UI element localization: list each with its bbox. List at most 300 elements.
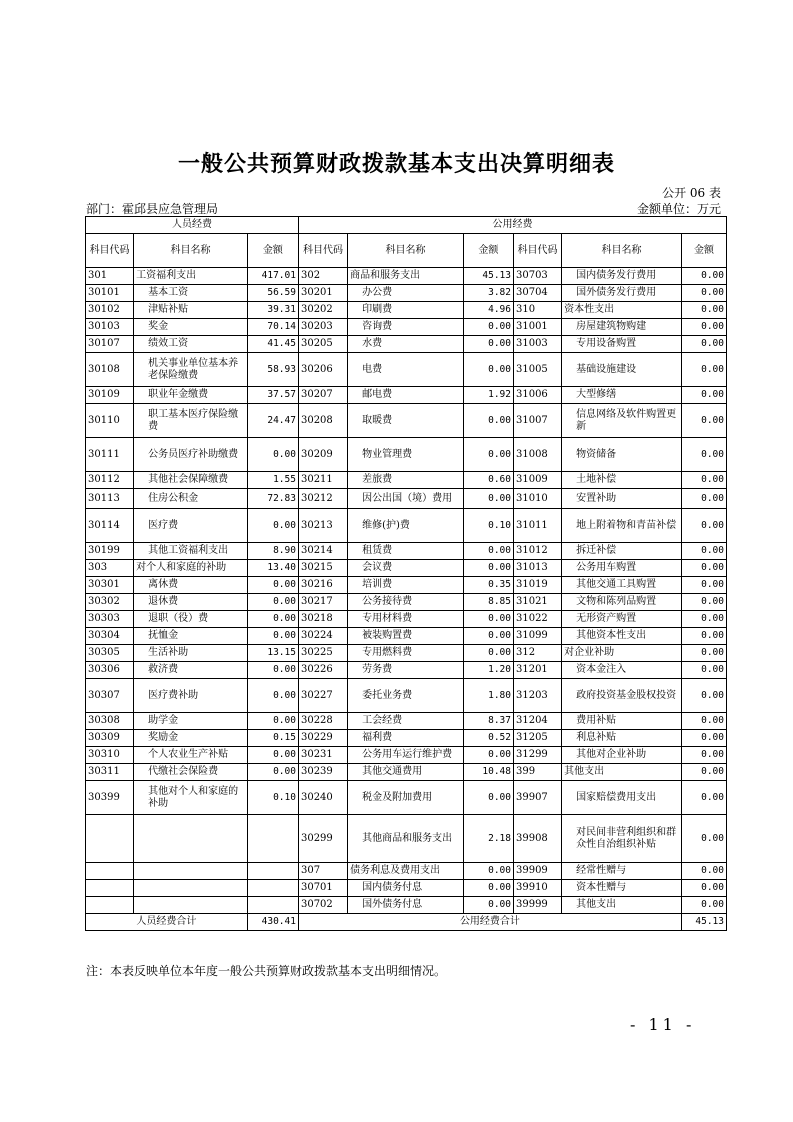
amount-cell: 0.00 <box>463 560 513 577</box>
col-amount: 金额 <box>463 234 513 268</box>
subject-code-cell: 31006 <box>513 387 561 404</box>
subject-name-cell: 国外债务发行费用 <box>562 285 682 302</box>
amount-cell: 0.00 <box>681 489 726 509</box>
subject-name-cell: 资本性赠与 <box>562 880 682 897</box>
subject-code-cell: 39910 <box>513 880 561 897</box>
subject-code-cell: 30218 <box>298 611 347 628</box>
subject-code-cell: 30110 <box>86 404 134 438</box>
subject-name-cell: 咨询费 <box>348 319 464 336</box>
table-row <box>86 268 727 285</box>
amount-cell: 0.00 <box>463 404 513 438</box>
table-row <box>86 679 727 713</box>
subject-code-cell: 310 <box>513 302 561 319</box>
subject-code-cell: 31201 <box>513 662 561 679</box>
subject-code-cell <box>86 815 134 863</box>
subject-code-cell <box>86 880 134 897</box>
subject-code-cell: 30111 <box>86 438 134 472</box>
subject-code-cell: 31204 <box>513 713 561 730</box>
amount-cell: 0.00 <box>681 628 726 645</box>
amount-cell: 8.37 <box>463 713 513 730</box>
table-row <box>86 302 727 319</box>
subject-code-cell: 31011 <box>513 509 561 543</box>
amount-cell: 1.80 <box>463 679 513 713</box>
amount-cell: 0.00 <box>681 268 726 285</box>
amount-cell: 0.00 <box>247 509 298 543</box>
amount-cell: 1.92 <box>463 387 513 404</box>
subject-code-cell: 30701 <box>298 880 347 897</box>
amount-cell: 0.00 <box>681 815 726 863</box>
subject-name-cell: 无形资产购置 <box>562 611 682 628</box>
subject-code-cell <box>86 863 134 880</box>
amount-cell: 0.00 <box>681 438 726 472</box>
table-row <box>86 815 727 863</box>
subject-name-cell: 专用燃料费 <box>348 645 464 662</box>
table-row <box>86 285 727 302</box>
subject-code-cell: 39999 <box>513 897 561 914</box>
subject-name-cell: 其他商品和服务支出 <box>348 815 464 863</box>
subject-name-cell: 利息补贴 <box>562 730 682 747</box>
subject-code-cell: 30311 <box>86 764 134 781</box>
subject-code-cell: 39908 <box>513 815 561 863</box>
subject-name-cell: 福利费 <box>348 730 464 747</box>
subject-name-cell: 邮电费 <box>348 387 464 404</box>
amount-cell: 8.85 <box>463 594 513 611</box>
subject-name-cell <box>134 815 248 863</box>
subject-code-cell: 30703 <box>513 268 561 285</box>
subject-code-cell: 30103 <box>86 319 134 336</box>
table-row <box>86 319 727 336</box>
subject-code-cell: 307 <box>298 863 347 880</box>
subject-code-cell: 30704 <box>513 285 561 302</box>
amount-cell: 0.00 <box>463 611 513 628</box>
subject-name-cell: 代缴社会保险费 <box>134 764 248 781</box>
subject-code-cell: 399 <box>513 764 561 781</box>
subject-name-cell: 被装购置费 <box>348 628 464 645</box>
subject-code-cell: 31009 <box>513 472 561 489</box>
col-code: 科目代码 <box>86 234 134 268</box>
amount-cell: 0.35 <box>463 577 513 594</box>
amount-cell: 0.00 <box>247 611 298 628</box>
amount-unit-label: 金额单位：万元 <box>636 202 721 216</box>
subject-code-cell: 30109 <box>86 387 134 404</box>
subject-name-cell: 奖金 <box>134 319 248 336</box>
subject-code-cell: 39907 <box>513 781 561 815</box>
subject-name-cell: 债务利息及费用支出 <box>348 863 464 880</box>
subject-code-cell: 30304 <box>86 628 134 645</box>
totals-row <box>86 914 727 931</box>
subject-code-cell: 30212 <box>298 489 347 509</box>
subject-name-cell: 安置补助 <box>562 489 682 509</box>
subject-code-cell: 30211 <box>298 472 347 489</box>
subject-name-cell: 其他交通费用 <box>348 764 464 781</box>
amount-cell: 0.00 <box>463 747 513 764</box>
subject-code-cell: 31010 <box>513 489 561 509</box>
subject-code-cell: 31299 <box>513 747 561 764</box>
subject-code-cell: 31012 <box>513 543 561 560</box>
subject-name-cell: 离休费 <box>134 577 248 594</box>
subject-name-cell: 商品和服务支出 <box>348 268 464 285</box>
subject-code-cell: 303 <box>86 560 134 577</box>
subject-name-cell: 水费 <box>348 336 464 353</box>
subject-name-cell: 医疗费 <box>134 509 248 543</box>
subject-code-cell: 30240 <box>298 781 347 815</box>
table-row <box>86 404 727 438</box>
subject-code-cell: 39909 <box>513 863 561 880</box>
amount-cell: 0.00 <box>681 543 726 560</box>
subject-name-cell: 房屋建筑物购建 <box>562 319 682 336</box>
amount-cell: 0.00 <box>681 897 726 914</box>
subject-name-cell: 国外债务付息 <box>348 897 464 914</box>
subject-name-cell: 其他交通工具购置 <box>562 577 682 594</box>
subject-name-cell: 维修(护)费 <box>348 509 464 543</box>
amount-cell: 0.00 <box>681 509 726 543</box>
amount-cell: 0.00 <box>681 764 726 781</box>
amount-cell: 3.82 <box>463 285 513 302</box>
table-row <box>86 863 727 880</box>
amount-cell: 0.00 <box>463 353 513 387</box>
amount-cell: 0.00 <box>681 319 726 336</box>
subject-name-cell: 工会经费 <box>348 713 464 730</box>
form-number: 公开 06 表 <box>662 186 721 200</box>
amount-cell: 0.00 <box>681 336 726 353</box>
table-row <box>86 764 727 781</box>
subject-code-cell: 30239 <box>298 764 347 781</box>
subject-name-cell: 绩效工资 <box>134 336 248 353</box>
amount-cell: 0.00 <box>463 543 513 560</box>
subject-name-cell: 公务员医疗补助缴费 <box>134 438 248 472</box>
amount-cell: 0.00 <box>463 781 513 815</box>
subject-name-cell: 对企业补助 <box>562 645 682 662</box>
subject-code-cell: 30702 <box>298 897 347 914</box>
subject-name-cell: 专用设备购置 <box>562 336 682 353</box>
table-row <box>86 880 727 897</box>
subject-code-cell: 31005 <box>513 353 561 387</box>
subject-code-cell: 30229 <box>298 730 347 747</box>
subject-name-cell: 取暖费 <box>348 404 464 438</box>
subject-name-cell: 奖励金 <box>134 730 248 747</box>
amount-cell: 0.00 <box>463 489 513 509</box>
amount-cell: 0.00 <box>681 645 726 662</box>
subject-code-cell: 302 <box>298 268 347 285</box>
amount-cell: 0.00 <box>247 594 298 611</box>
amount-cell: 2.18 <box>463 815 513 863</box>
amount-cell: 0.00 <box>463 438 513 472</box>
subject-code-cell: 30299 <box>298 815 347 863</box>
subject-name-cell: 委托业务费 <box>348 679 464 713</box>
col-name: 科目名称 <box>348 234 464 268</box>
amount-cell: 0.00 <box>247 679 298 713</box>
amount-cell: 10.48 <box>463 764 513 781</box>
amount-cell: 0.00 <box>681 387 726 404</box>
amount-cell: 37.57 <box>247 387 298 404</box>
subject-code-cell: 30308 <box>86 713 134 730</box>
amount-cell: 0.00 <box>681 472 726 489</box>
amount-cell: 0.00 <box>247 628 298 645</box>
table-row <box>86 730 727 747</box>
amount-cell: 0.00 <box>681 594 726 611</box>
subject-name-cell: 租赁费 <box>348 543 464 560</box>
table-row <box>86 662 727 679</box>
subject-code-cell: 31019 <box>513 577 561 594</box>
subject-code-cell: 30310 <box>86 747 134 764</box>
subject-code-cell: 30205 <box>298 336 347 353</box>
subject-name-cell: 其他对个人和家庭的补助 <box>134 781 248 815</box>
subject-code-cell: 30224 <box>298 628 347 645</box>
subject-name-cell: 津贴补贴 <box>134 302 248 319</box>
amount-cell: 0.00 <box>247 713 298 730</box>
amount-cell: 41.45 <box>247 336 298 353</box>
subject-name-cell: 培训费 <box>348 577 464 594</box>
amount-cell: 70.14 <box>247 319 298 336</box>
amount-cell: 0.00 <box>681 302 726 319</box>
subject-code-cell: 30213 <box>298 509 347 543</box>
subject-code-cell: 30215 <box>298 560 347 577</box>
amount-cell <box>247 897 298 914</box>
subject-code-cell: 312 <box>513 645 561 662</box>
subject-code-cell: 30101 <box>86 285 134 302</box>
subject-code-cell <box>86 897 134 914</box>
subject-code-cell: 30208 <box>298 404 347 438</box>
amount-cell: 0.00 <box>247 577 298 594</box>
public-total-value: 45.13 <box>681 914 726 931</box>
subject-name-cell: 劳务费 <box>348 662 464 679</box>
subject-code-cell: 31008 <box>513 438 561 472</box>
subject-name-cell: 住房公积金 <box>134 489 248 509</box>
subject-name-cell: 其他支出 <box>562 764 682 781</box>
col-name: 科目名称 <box>562 234 682 268</box>
amount-cell: 58.93 <box>247 353 298 387</box>
subject-code-cell: 30217 <box>298 594 347 611</box>
subject-code-cell: 30199 <box>86 543 134 560</box>
subject-code-cell: 30301 <box>86 577 134 594</box>
personnel-total-label: 人员经费合计 <box>86 914 248 931</box>
col-code: 科目代码 <box>513 234 561 268</box>
amount-cell: 0.00 <box>463 628 513 645</box>
subject-name-cell: 公务用车购置 <box>562 560 682 577</box>
personnel-expense-header: 人员经费 <box>86 217 299 234</box>
subject-name-cell: 差旅费 <box>348 472 464 489</box>
budget-detail-table <box>85 216 727 931</box>
subject-name-cell: 国家赔偿费用支出 <box>562 781 682 815</box>
footnote: 注：本表反映单位本年度一般公共预算财政拨款基本支出明细情况。 <box>86 964 447 978</box>
amount-cell: 0.00 <box>681 713 726 730</box>
amount-cell: 0.00 <box>247 438 298 472</box>
table-row <box>86 489 727 509</box>
public-expense-header: 公用经费 <box>298 217 726 234</box>
amount-cell: 0.00 <box>681 577 726 594</box>
page-number: - 11 - <box>630 1015 696 1034</box>
subject-name-cell <box>134 863 248 880</box>
subject-name-cell: 其他工资福利支出 <box>134 543 248 560</box>
subject-name-cell: 职工基本医疗保险缴费 <box>134 404 248 438</box>
subject-name-cell <box>134 880 248 897</box>
subject-name-cell: 其他对企业补助 <box>562 747 682 764</box>
table-row <box>86 353 727 387</box>
table-row <box>86 509 727 543</box>
subject-code-cell: 30102 <box>86 302 134 319</box>
subject-name-cell: 物资储备 <box>562 438 682 472</box>
subject-name-cell: 救济费 <box>134 662 248 679</box>
table-row <box>86 577 727 594</box>
subject-code-cell: 30305 <box>86 645 134 662</box>
subject-code-cell: 30216 <box>298 577 347 594</box>
subject-name-cell: 基本工资 <box>134 285 248 302</box>
amount-cell <box>247 815 298 863</box>
amount-cell: 56.59 <box>247 285 298 302</box>
subject-code-cell: 30206 <box>298 353 347 387</box>
subject-name-cell <box>134 897 248 914</box>
subject-code-cell: 30114 <box>86 509 134 543</box>
subject-code-cell: 31203 <box>513 679 561 713</box>
subject-name-cell: 国内债务发行费用 <box>562 268 682 285</box>
subject-code-cell: 30307 <box>86 679 134 713</box>
table-row <box>86 543 727 560</box>
subject-name-cell: 信息网络及软件购置更新 <box>562 404 682 438</box>
subject-name-cell: 公务接待费 <box>348 594 464 611</box>
amount-cell <box>247 863 298 880</box>
amount-cell: 0.00 <box>247 662 298 679</box>
col-code: 科目代码 <box>298 234 347 268</box>
amount-cell: 0.00 <box>247 747 298 764</box>
amount-cell: 39.31 <box>247 302 298 319</box>
subject-name-cell: 专用材料费 <box>348 611 464 628</box>
amount-cell: 0.00 <box>681 560 726 577</box>
subject-name-cell: 医疗费补助 <box>134 679 248 713</box>
amount-cell: 0.00 <box>681 679 726 713</box>
subject-name-cell: 因公出国（境）费用 <box>348 489 464 509</box>
amount-cell: 0.10 <box>247 781 298 815</box>
subject-code-cell: 30306 <box>86 662 134 679</box>
subject-code-cell: 31205 <box>513 730 561 747</box>
subject-name-cell: 对个人和家庭的补助 <box>134 560 248 577</box>
subject-code-cell: 31003 <box>513 336 561 353</box>
subject-name-cell: 经常性赠与 <box>562 863 682 880</box>
subject-code-cell: 30226 <box>298 662 347 679</box>
amount-cell: 0.00 <box>681 730 726 747</box>
amount-cell: 0.60 <box>463 472 513 489</box>
subject-code-cell: 30227 <box>298 679 347 713</box>
amount-cell: 0.00 <box>681 880 726 897</box>
subject-name-cell: 其他资本性支出 <box>562 628 682 645</box>
subject-name-cell: 其他社会保障缴费 <box>134 472 248 489</box>
subject-name-cell: 土地补偿 <box>562 472 682 489</box>
subject-code-cell: 31013 <box>513 560 561 577</box>
subject-name-cell: 办公费 <box>348 285 464 302</box>
amount-cell: 13.15 <box>247 645 298 662</box>
amount-cell: 0.00 <box>681 285 726 302</box>
subject-name-cell: 公务用车运行维护费 <box>348 747 464 764</box>
subject-name-cell: 资本性支出 <box>562 302 682 319</box>
amount-cell: 0.10 <box>463 509 513 543</box>
personnel-total-value: 430.41 <box>247 914 298 931</box>
subject-code-cell: 30303 <box>86 611 134 628</box>
amount-cell: 13.40 <box>247 560 298 577</box>
subject-name-cell: 地上附着物和青苗补偿 <box>562 509 682 543</box>
amount-cell: 1.20 <box>463 662 513 679</box>
subject-name-cell: 个人农业生产补贴 <box>134 747 248 764</box>
subject-code-cell: 30209 <box>298 438 347 472</box>
subject-code-cell: 31001 <box>513 319 561 336</box>
subject-code-cell: 301 <box>86 268 134 285</box>
subject-code-cell: 30228 <box>298 713 347 730</box>
subject-name-cell: 职业年金缴费 <box>134 387 248 404</box>
amount-cell: 45.13 <box>463 268 513 285</box>
subject-code-cell: 31007 <box>513 404 561 438</box>
amount-cell <box>247 880 298 897</box>
amount-cell: 0.00 <box>463 863 513 880</box>
subject-code-cell: 30309 <box>86 730 134 747</box>
subject-name-cell: 退职（役）费 <box>134 611 248 628</box>
amount-cell: 0.00 <box>681 781 726 815</box>
subject-name-cell: 大型修缮 <box>562 387 682 404</box>
subject-code-cell: 31022 <box>513 611 561 628</box>
amount-cell: 0.52 <box>463 730 513 747</box>
amount-cell: 0.00 <box>681 863 726 880</box>
subject-code-cell: 30214 <box>298 543 347 560</box>
table-row <box>86 594 727 611</box>
subject-name-cell: 拆迁补偿 <box>562 543 682 560</box>
subject-name-cell: 其他支出 <box>562 897 682 914</box>
subject-name-cell: 国内债务付息 <box>348 880 464 897</box>
subject-code-cell: 30108 <box>86 353 134 387</box>
subject-name-cell: 退休费 <box>134 594 248 611</box>
subject-name-cell: 会议费 <box>348 560 464 577</box>
table-row <box>86 336 727 353</box>
subject-name-cell: 助学金 <box>134 713 248 730</box>
page-title: 一般公共预算财政拨款基本支出决算明细表 <box>177 151 615 177</box>
table-row <box>86 560 727 577</box>
col-name: 科目名称 <box>134 234 248 268</box>
col-amount: 金额 <box>681 234 726 268</box>
table-row <box>86 645 727 662</box>
subject-name-cell: 基础设施建设 <box>562 353 682 387</box>
amount-cell: 0.00 <box>463 336 513 353</box>
subject-code-cell: 30113 <box>86 489 134 509</box>
amount-cell: 1.55 <box>247 472 298 489</box>
amount-cell: 8.90 <box>247 543 298 560</box>
amount-cell: 0.00 <box>681 353 726 387</box>
subject-code-cell: 30202 <box>298 302 347 319</box>
amount-cell: 417.01 <box>247 268 298 285</box>
subject-name-cell: 工资福利支出 <box>134 268 248 285</box>
subject-name-cell: 文物和陈列品购置 <box>562 594 682 611</box>
amount-cell: 0.00 <box>681 747 726 764</box>
subject-name-cell: 政府投资基金股权投资 <box>562 679 682 713</box>
table-row <box>86 713 727 730</box>
column-header-row <box>86 234 727 268</box>
table-row <box>86 781 727 815</box>
amount-cell: 0.00 <box>681 611 726 628</box>
subject-code-cell: 31099 <box>513 628 561 645</box>
subject-name-cell: 物业管理费 <box>348 438 464 472</box>
subject-name-cell: 电费 <box>348 353 464 387</box>
subject-code-cell: 30201 <box>298 285 347 302</box>
amount-cell: 72.83 <box>247 489 298 509</box>
amount-cell: 0.15 <box>247 730 298 747</box>
subject-name-cell: 对民间非营利组织和群众性自治组织补贴 <box>562 815 682 863</box>
subject-code-cell: 31021 <box>513 594 561 611</box>
subject-code-cell: 30207 <box>298 387 347 404</box>
subject-name-cell: 税金及附加费用 <box>348 781 464 815</box>
subject-code-cell: 30399 <box>86 781 134 815</box>
department-label: 部门：霍邱县应急管理局 <box>86 202 219 216</box>
table-row <box>86 897 727 914</box>
amount-cell: 4.96 <box>463 302 513 319</box>
table-row <box>86 472 727 489</box>
amount-cell: 24.47 <box>247 404 298 438</box>
col-amount: 金额 <box>247 234 298 268</box>
subject-name-cell: 生活补助 <box>134 645 248 662</box>
